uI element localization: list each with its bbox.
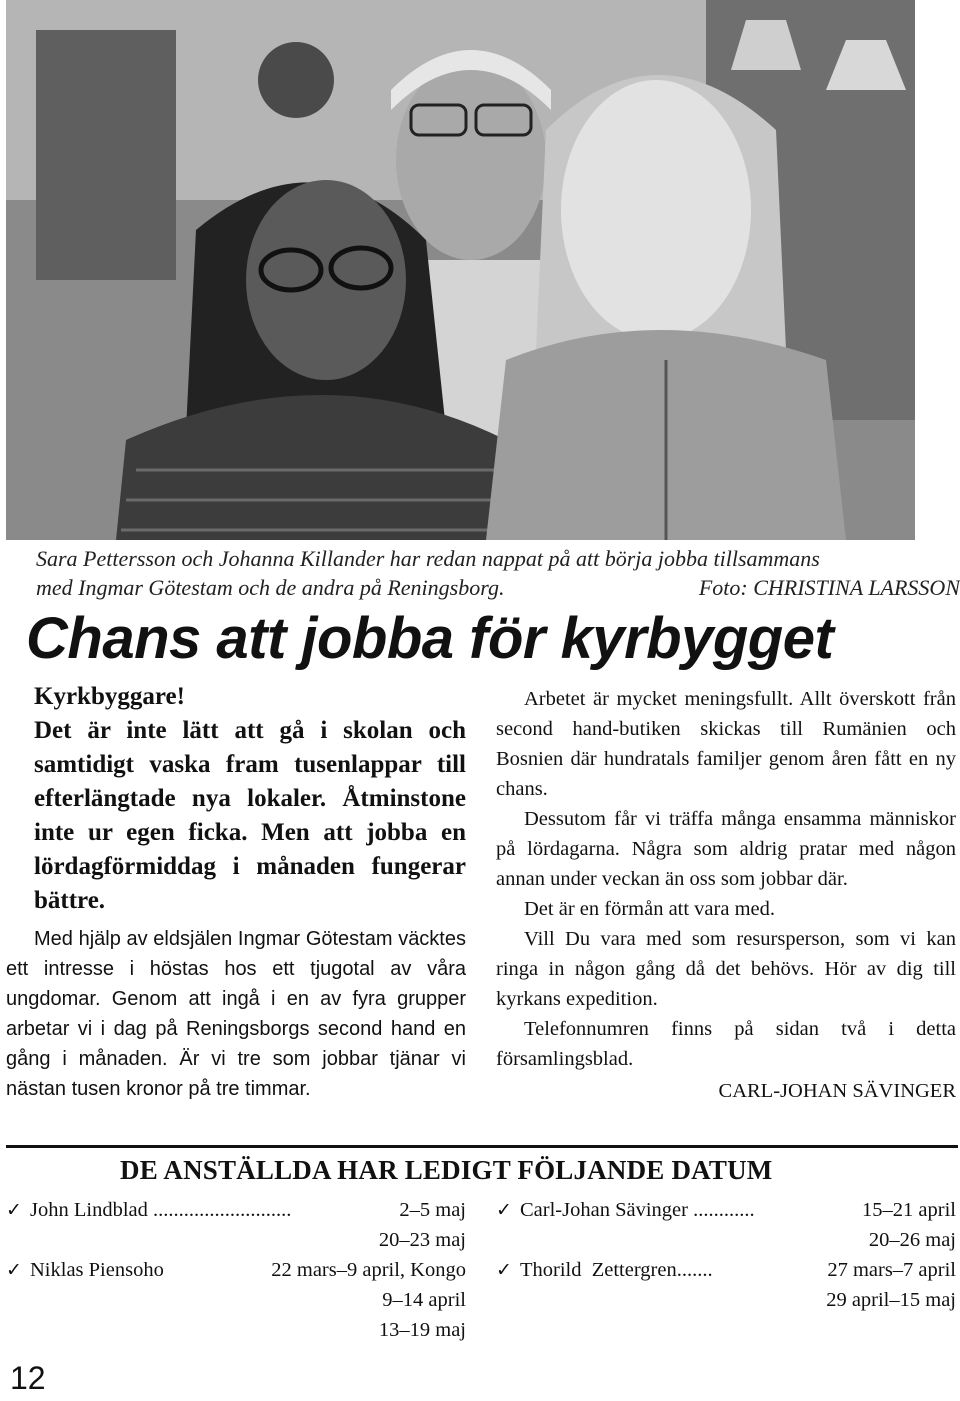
page-number: 12 (10, 1360, 46, 1396)
entry-date: 27 mars–7 april (827, 1259, 956, 1281)
body-paragraph: Arbetet är mycket meningsfullt. Allt överskott från second hand-butiken skickas till Rumänien och Bosnien där hundratals familjer genom åren fått en ny chans. (496, 688, 956, 800)
article-column-right (496, 684, 956, 1106)
schedule-title: DE ANSTÄLLDA HAR LEDIGT FÖLJANDE DATUM (120, 1155, 773, 1185)
checkmark-icon: ✓ (496, 1199, 512, 1221)
schedule-entry-row (496, 1195, 956, 1225)
body-paragraph: Dessutom får vi träffa många ensamma människor på lördagarna. Några som aldrig pratar med någon annan under veckan än oss som jobbar där. (496, 808, 956, 890)
entry-date: 2–5 maj (399, 1199, 466, 1221)
entry-date: 9–14 april (382, 1289, 466, 1311)
body-paragraph: Med hjälp av eldsjälen Ingmar Götestam väcktes ett intresse i höstas hos ett tjugotal av våra ungdomar. Genom att ingå i en av fyra grupper arbetar vi i dag på Reningsborgs second hand en gång i månaden. Är vi tre som jobbar tjänar vi nästan tusen kronor på tre timmar. (6, 928, 466, 1100)
schedule-entry-row (6, 1195, 466, 1225)
headline: Chans att jobba för kyrbygget (26, 606, 834, 671)
entry-name-wrap (6, 1195, 291, 1225)
photo-credit: Foto: CHRISTINA LARSSON (698, 575, 960, 600)
entry-name-wrap (496, 1255, 713, 1285)
body-paragraph: Det är en förmån att vara med. (524, 898, 776, 920)
schedule-entry (496, 1255, 956, 1315)
entry-name-wrap (496, 1195, 755, 1225)
entry-name: Thorild Zettergren (520, 1259, 677, 1281)
schedule-entry (6, 1195, 466, 1255)
entry-dots: ............ (693, 1199, 755, 1221)
lead-greeting: Kyrkbyggare! (34, 683, 185, 710)
checkmark-icon: ✓ (6, 1259, 22, 1281)
schedule-entry-row (496, 1255, 956, 1285)
entry-date: 13–19 maj (378, 1319, 466, 1341)
section-divider (6, 1145, 958, 1148)
author-signature: CARL-JOHAN SÄVINGER (718, 1080, 956, 1102)
schedule-column-right (496, 1195, 956, 1315)
checkmark-icon: ✓ (496, 1259, 512, 1281)
entry-date: 22 mars–9 april, Kongo (271, 1259, 466, 1281)
body-paragraph: Vill Du vara med som resursperson, som vi kan ringa in någon gång då det behövs. Hör av dig till kyrkans expedition. (496, 928, 956, 1010)
schedule-entry-row (6, 1255, 466, 1285)
entry-name: Carl-Johan Sävinger (520, 1199, 694, 1221)
article-column-left (6, 680, 466, 1104)
caption-text: med Ingmar Götestam och de andra på Reningsborg. (36, 575, 505, 600)
schedule-entry (6, 1255, 466, 1345)
article-body-left (6, 924, 466, 1104)
body-paragraph: Telefonnumren finns på sidan två i detta församlingsblad. (496, 1018, 956, 1070)
entry-date: 29 april–15 maj (826, 1289, 956, 1311)
article-body-right (496, 684, 956, 1074)
entry-dots: ....... (676, 1259, 713, 1281)
photo-caption (36, 544, 960, 602)
article-lead (6, 680, 466, 918)
schedule-column-left (6, 1195, 466, 1345)
entry-name: John Lindblad (30, 1199, 153, 1221)
entry-name: Niklas Piensoho (30, 1259, 164, 1281)
entry-name-wrap (6, 1255, 164, 1285)
entry-date: 20–26 maj (868, 1229, 956, 1251)
caption-line-1: Sara Pettersson och Johanna Killander har redan nappat på att börja jobba tillsammans (36, 546, 820, 571)
entry-date: 15–21 april (862, 1199, 956, 1221)
entry-dots: ........................... (153, 1199, 292, 1221)
lead-paragraph: Det är inte lätt att gå i skolan och samtidigt vaska fram tusenlappar till efterlängtade nya lokaler. Åtminstone inte ur egen ficka. Men att jobba en lördagförmiddag i månaden fungerar bättre. (34, 717, 466, 914)
photo-illustration (6, 0, 915, 540)
checkmark-icon: ✓ (6, 1199, 22, 1221)
photo (6, 0, 915, 540)
schedule-entry (496, 1195, 956, 1255)
entry-date: 20–23 maj (378, 1229, 466, 1251)
caption-line-2 (36, 573, 960, 602)
